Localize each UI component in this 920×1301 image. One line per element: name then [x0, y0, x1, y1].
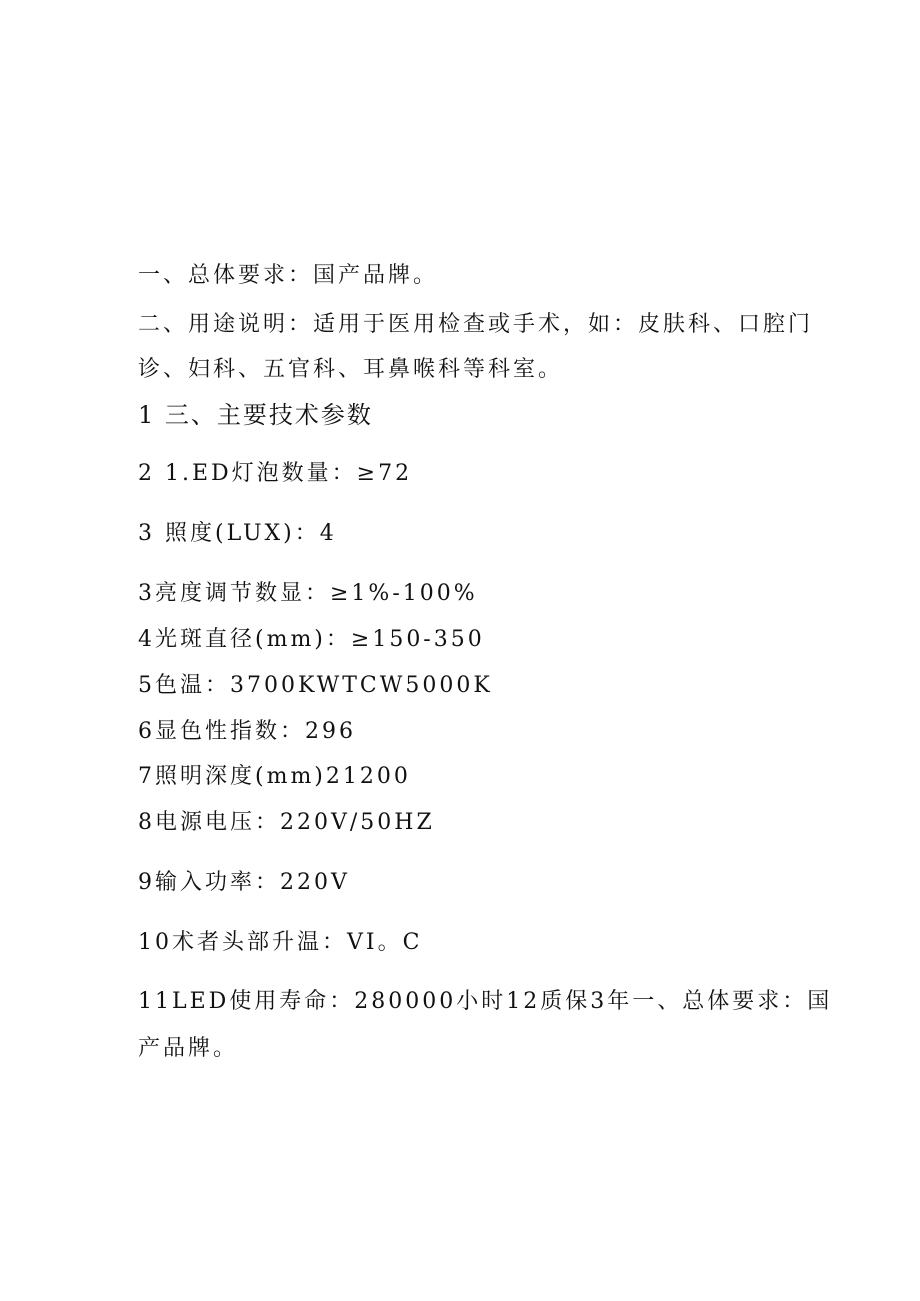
param-supply-voltage: 8电源电压：220V/50HZ: [138, 810, 435, 835]
param-illumination-depth: 7照明深度(mm)21200: [138, 764, 411, 789]
technical-parameters-heading: 1 三、主要技术参数: [138, 401, 373, 429]
param-led-bulb-count: 2 1.ED灯泡数量：≥72: [138, 461, 413, 486]
param-spot-diameter: 4光斑直径(mm)：≥150-350: [138, 627, 485, 652]
param-led-lifetime-line-2: 产品牌。: [138, 1036, 239, 1061]
param-color-rendering-index: 6显色性指数：296: [138, 719, 356, 744]
usage-description-line-2: 诊、妇科、五官科、耳鼻喉科等科室。: [138, 357, 564, 382]
param-led-lifetime-line-1: 11LED使用寿命：280000小时12质保3年一、总体要求：国: [138, 989, 833, 1014]
general-requirement-line: 一、总体要求：国产品牌。: [138, 263, 439, 288]
usage-description-line-1: 二、用途说明：适用于医用检查或手术，如：皮肤科、口腔门: [138, 312, 814, 337]
param-head-temperature-rise: 10术者头部升温：VI。C: [138, 930, 423, 955]
param-input-power: 9输入功率：220V: [138, 870, 350, 895]
param-brightness-adjustment: 3亮度调节数显：≥1%-100%: [138, 581, 478, 606]
param-color-temperature: 5色温：3700KWTCW5000K: [138, 673, 493, 698]
param-illuminance: 3 照度(LUX)：4: [138, 521, 337, 546]
